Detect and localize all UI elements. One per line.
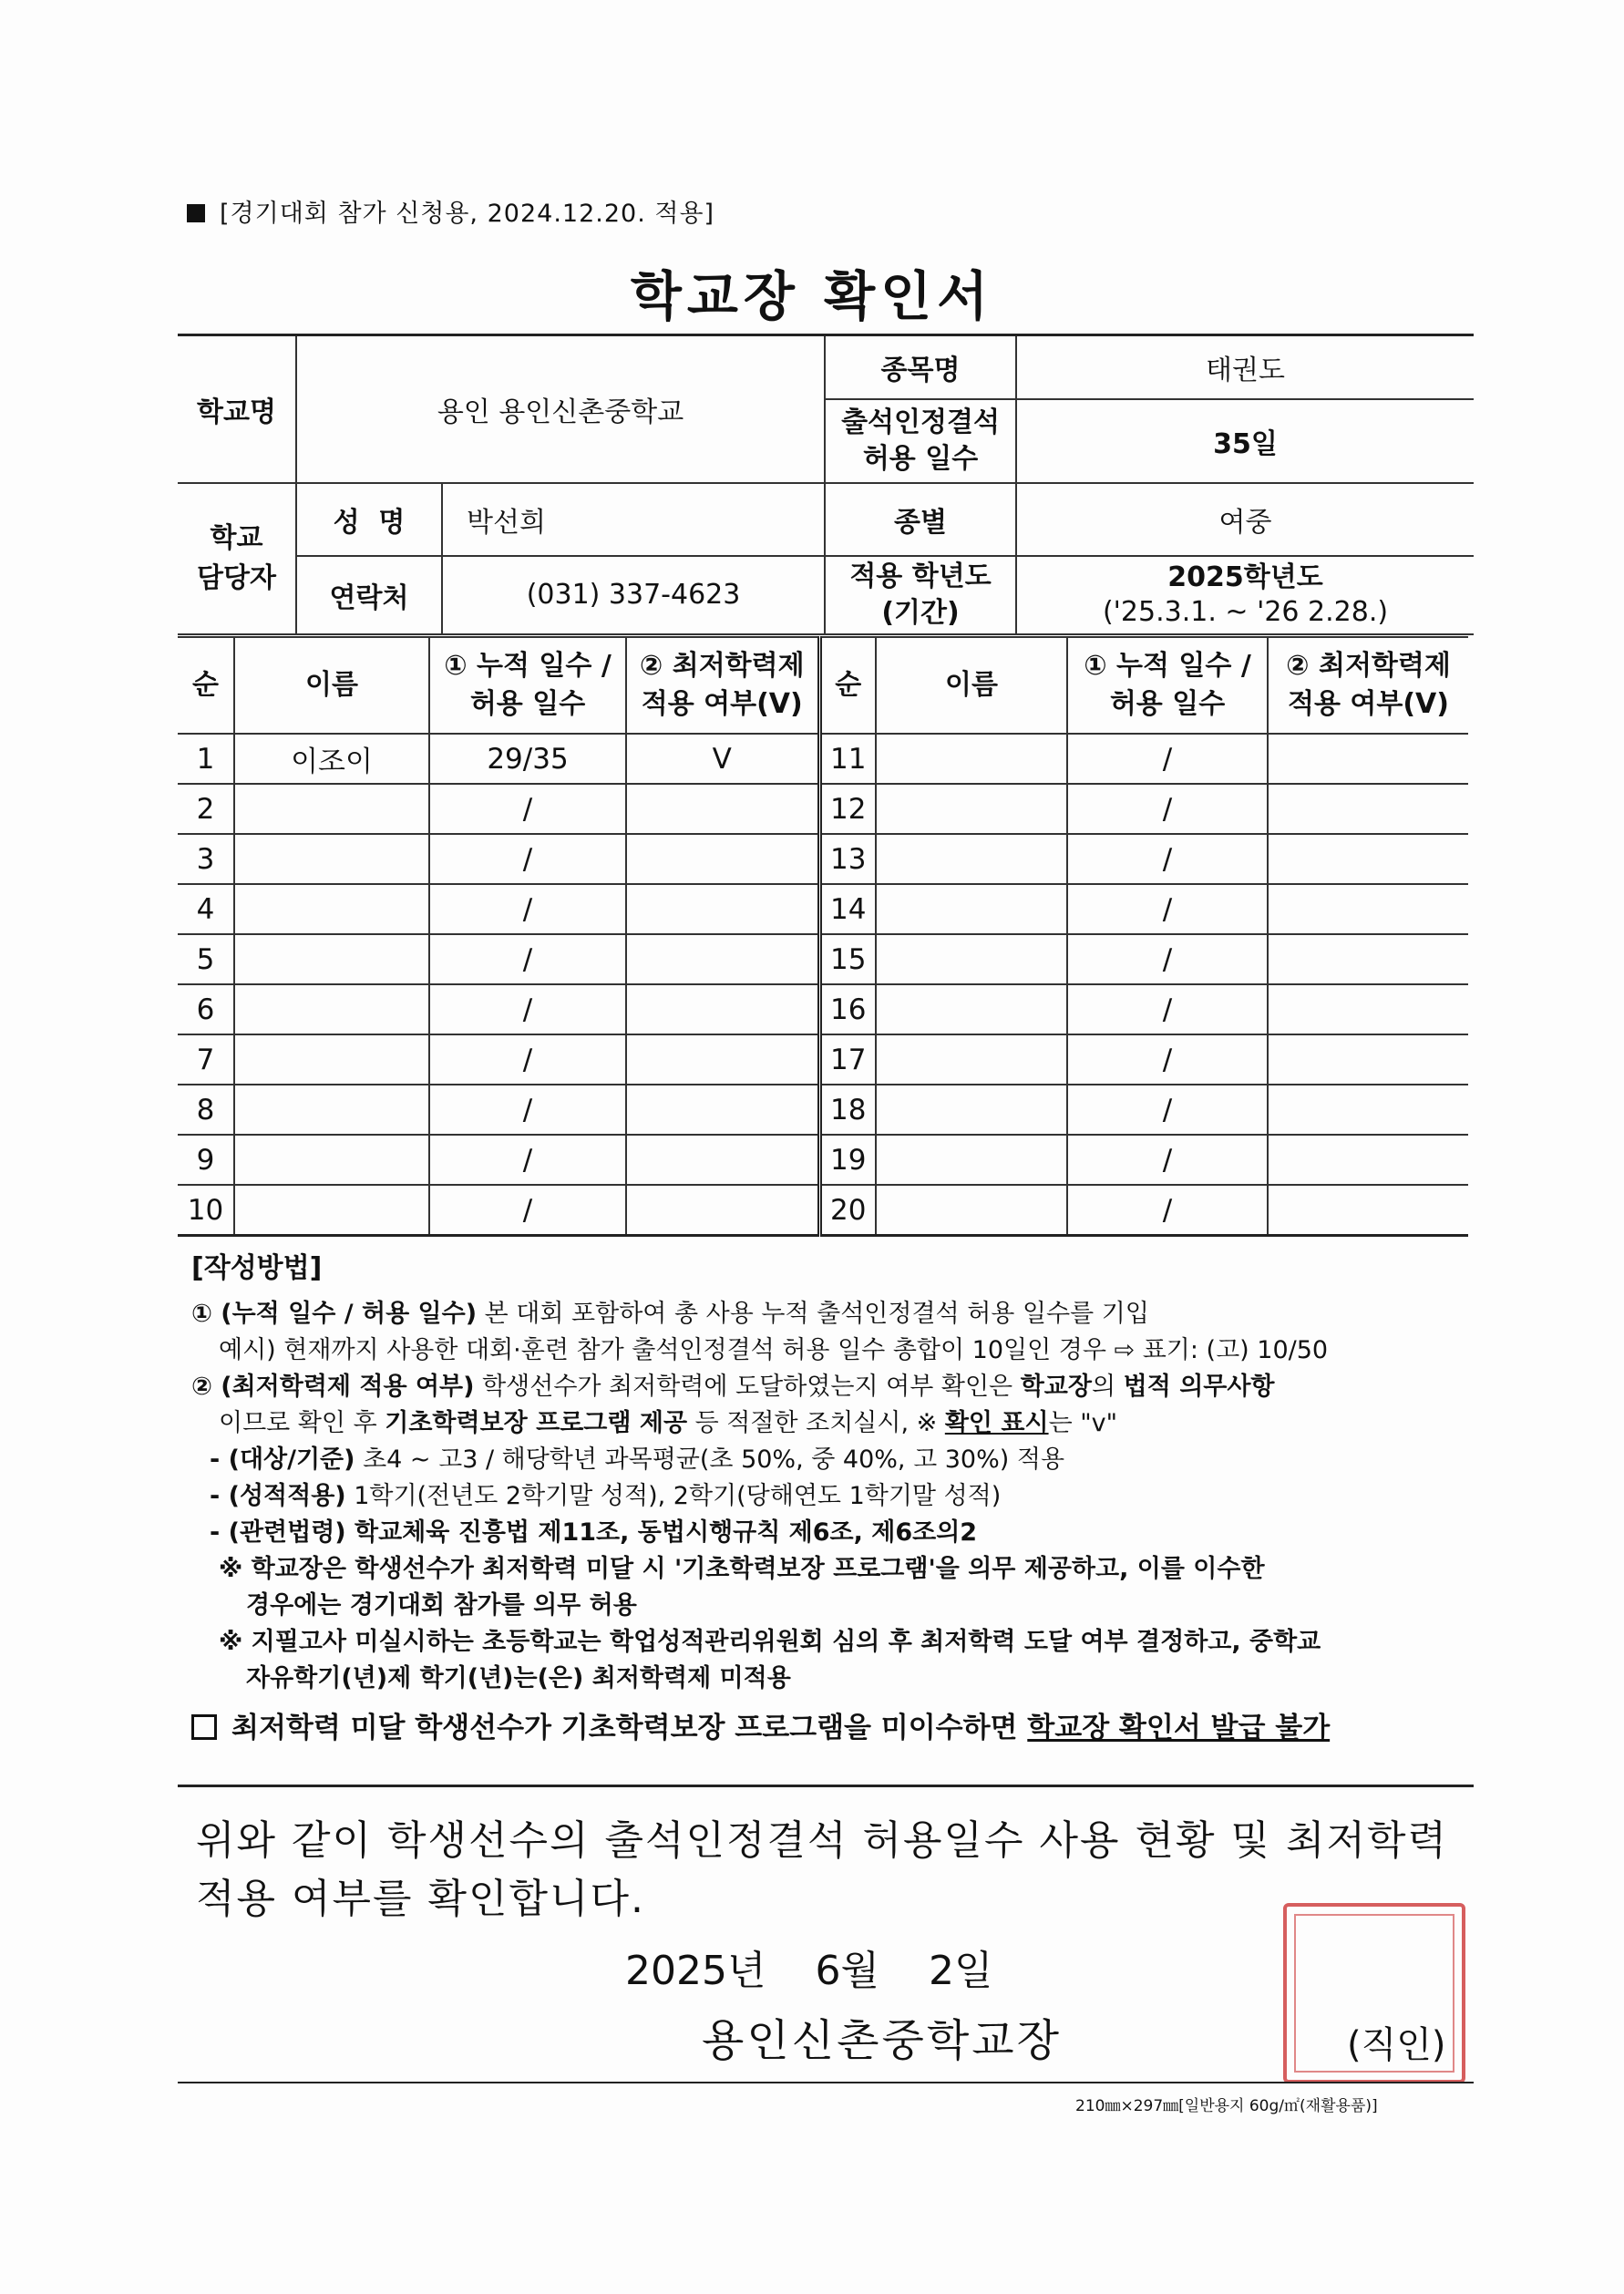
instruction-line: - (관련법령) 학교체육 진흥법 제11조, 동법시행규칙 제6조, 제6조의2	[210, 1518, 978, 1547]
table-row	[178, 1085, 1468, 1135]
section-divider	[178, 1785, 1474, 1787]
table-row	[178, 884, 1468, 934]
col-header-name: 이름	[234, 637, 429, 734]
athlete-name	[234, 1085, 429, 1135]
principal-signature: 용인신촌중학교장	[702, 2015, 1062, 2066]
days-used: /	[429, 834, 626, 884]
athlete-name	[876, 734, 1067, 784]
absence-days-label: 출석인정결석 허용 일수	[825, 399, 1016, 483]
paper-spec-footer: 210㎜×297㎜[일반용지 60g/㎡(재활용품)]	[1075, 2097, 1378, 2115]
contact-value: (031) 337-4623	[442, 556, 825, 634]
row-no: 2	[178, 784, 234, 834]
row-no: 5	[178, 934, 234, 984]
days-used: /	[1067, 884, 1268, 934]
min-academic: V	[626, 734, 819, 784]
min-academic	[1268, 934, 1468, 984]
year-value: 2025학년도 ('25.3.1. ~ '26 2.28.)	[1016, 556, 1474, 634]
bottom-rule	[178, 2082, 1474, 2083]
writing-instructions	[191, 1250, 1467, 1746]
row-no: 6	[178, 984, 234, 1034]
school-value: 용인 용인신촌중학교	[296, 335, 825, 483]
issuance-warning: 최저학력 미달 학생선수가 기초학력보장 프로그램을 미이수하면 학교장 확인서 발급 불가	[191, 1710, 1467, 1746]
row-no: 17	[819, 1034, 876, 1085]
days-used: /	[429, 784, 626, 834]
table-row	[178, 1034, 1468, 1085]
athlete-name	[234, 1185, 429, 1236]
athlete-name	[234, 1135, 429, 1185]
absence-days-value: 35일	[1016, 399, 1474, 483]
col-header-no: 순	[178, 637, 234, 734]
row-no: 4	[178, 884, 234, 934]
days-used: /	[1067, 734, 1268, 784]
days-used: /	[1067, 984, 1268, 1034]
instruction-line: - (대상/기준) 초4 ~ 고3 / 해당학년 과목평균(초 50%, 중 40%, 고 30%) 적용	[210, 1445, 1065, 1474]
col-header-no-2: 순	[819, 637, 876, 734]
min-academic	[1268, 734, 1468, 784]
confirmation-statement: 위와 같이 학생선수의 출석인정결석 허용일수 사용 현황 및 최저학력 적용 여부를 확인합니다.	[196, 1817, 1448, 1922]
min-academic	[1268, 884, 1468, 934]
table-row	[178, 984, 1468, 1034]
sport-value: 태권도	[1016, 335, 1474, 399]
min-academic	[1268, 1185, 1468, 1236]
table-row	[178, 784, 1468, 834]
instruction-line: ② (최저학력제 적용 여부) 학생선수가 최저학력에 도달하였는지 여부 확인은 학교장의 법적 의무사항	[191, 1373, 1275, 1401]
days-used: /	[1067, 1034, 1268, 1085]
athlete-name	[234, 884, 429, 934]
row-no: 1	[178, 734, 234, 784]
instructions-heading: [작성방법]	[191, 1252, 323, 1284]
days-used: /	[429, 984, 626, 1034]
row-no: 12	[819, 784, 876, 834]
athlete-name	[876, 1034, 1067, 1085]
row-no: 16	[819, 984, 876, 1034]
athlete-name	[876, 1135, 1067, 1185]
table-row	[178, 1135, 1468, 1185]
table-row	[178, 1185, 1468, 1236]
issue-date: 2025년 6월 2일	[625, 1948, 993, 1994]
instruction-line: ※ 지필고사 미실시하는 초등학교는 학업성적관리위원회 심의 후 최저학력 도달 여부 결정하고, 중학교	[219, 1628, 1321, 1656]
days-used: 29/35	[429, 734, 626, 784]
instruction-line: 이므로 확인 후 기초학력보장 프로그램 제공 등 적절한 조치실시, ※ 확인 표시는 "v"	[219, 1409, 1118, 1437]
document-title: 학교장 확인서	[630, 265, 994, 327]
row-no: 3	[178, 834, 234, 884]
min-academic	[1268, 1135, 1468, 1185]
row-no: 10	[178, 1185, 234, 1236]
year-label: 적용 학년도 (기간)	[825, 556, 1016, 634]
athlete-name	[234, 1034, 429, 1085]
row-no: 7	[178, 1034, 234, 1085]
col-header-days: ① 누적 일수 / 허용 일수	[429, 637, 626, 734]
athlete-name: 이조이	[234, 734, 429, 784]
instruction-line: - (성적적용) 1학기(전년도 2학기말 성적), 2학기(당해연도 1학기말 성적)	[210, 1482, 1002, 1510]
instruction-line: 예시) 현재까지 사용한 대회·훈련 참가 출석인정결석 허용 일수 총합이 10일인 경우 ⇨ 표기: (고) 10/50	[219, 1336, 1329, 1364]
min-academic	[626, 1185, 819, 1236]
min-academic	[626, 984, 819, 1034]
min-academic	[1268, 784, 1468, 834]
category-value: 여중	[1016, 483, 1474, 556]
instruction-line: 경우에는 경기대회 참가를 의무 허용	[246, 1591, 637, 1620]
manager-label: 학교 담당자	[178, 483, 296, 634]
min-academic	[626, 784, 819, 834]
table-row	[178, 834, 1468, 884]
instruction-line: ※ 학교장은 학생선수가 최저학력 미달 시 '기초학력보장 프로그램'을 의무 제공하고, 이를 이수한	[219, 1555, 1265, 1583]
athlete-name	[876, 784, 1067, 834]
days-used: /	[1067, 1085, 1268, 1135]
col-header-name-2: 이름	[876, 637, 1067, 734]
min-academic	[626, 1135, 819, 1185]
days-used: /	[429, 1085, 626, 1135]
row-no: 14	[819, 884, 876, 934]
sport-label: 종목명	[825, 335, 1016, 399]
athlete-name	[876, 1185, 1067, 1236]
days-used: /	[1067, 1185, 1268, 1236]
info-table	[178, 334, 1474, 635]
col-header-min-2: ② 최저학력제 적용 여부(V)	[1268, 637, 1468, 734]
row-no: 19	[819, 1135, 876, 1185]
row-no: 9	[178, 1135, 234, 1185]
col-header-min: ② 최저학력제 적용 여부(V)	[626, 637, 819, 734]
min-academic	[1268, 1034, 1468, 1085]
athlete-name	[876, 884, 1067, 934]
athlete-name	[234, 834, 429, 884]
athlete-name	[876, 1085, 1067, 1135]
min-academic	[1268, 984, 1468, 1034]
table-row	[178, 934, 1468, 984]
category-label: 종별	[825, 483, 1016, 556]
athlete-name	[234, 784, 429, 834]
square-bullet-icon	[187, 204, 205, 222]
days-used: /	[429, 884, 626, 934]
manager-name-value: 박선희	[442, 483, 825, 556]
athlete-name	[876, 984, 1067, 1034]
instruction-line: 자유학기(년)제 학기(년)는(은) 최저학력제 미적용	[246, 1664, 791, 1692]
school-label: 학교명	[178, 335, 296, 483]
table-row	[178, 734, 1468, 784]
min-academic	[626, 884, 819, 934]
row-no: 8	[178, 1085, 234, 1135]
min-academic	[626, 1034, 819, 1085]
min-academic	[626, 934, 819, 984]
athlete-list-table	[178, 636, 1468, 1237]
days-used: /	[1067, 934, 1268, 984]
min-academic	[626, 834, 819, 884]
days-used: /	[429, 1185, 626, 1236]
days-used: /	[429, 1034, 626, 1085]
name-label: 성 명	[296, 483, 442, 556]
athlete-name	[876, 834, 1067, 884]
days-used: /	[1067, 784, 1268, 834]
athlete-name	[234, 934, 429, 984]
seal-label: (직인)	[1347, 2024, 1446, 2066]
min-academic	[1268, 834, 1468, 884]
row-no: 15	[819, 934, 876, 984]
days-used: /	[1067, 834, 1268, 884]
days-used: /	[429, 1135, 626, 1185]
days-used: /	[1067, 1135, 1268, 1185]
row-no: 13	[819, 834, 876, 884]
instruction-line: ① (누적 일수 / 허용 일수) 본 대회 포함하여 총 사용 누적 출석인정결석 허용 일수를 기입	[191, 1300, 1149, 1328]
col-header-days-2: ① 누적 일수 / 허용 일수	[1067, 637, 1268, 734]
contact-label: 연락처	[296, 556, 442, 634]
min-academic	[626, 1085, 819, 1135]
athlete-name	[876, 934, 1067, 984]
min-academic	[1268, 1085, 1468, 1135]
athlete-name	[234, 984, 429, 1034]
row-no: 18	[819, 1085, 876, 1135]
row-no: 20	[819, 1185, 876, 1236]
checkbox-bullet-icon	[191, 1714, 217, 1740]
days-used: /	[429, 934, 626, 984]
form-version-note: [경기대회 참가 신청용, 2024.12.20. 적용]	[187, 193, 714, 229]
row-no: 11	[819, 734, 876, 784]
